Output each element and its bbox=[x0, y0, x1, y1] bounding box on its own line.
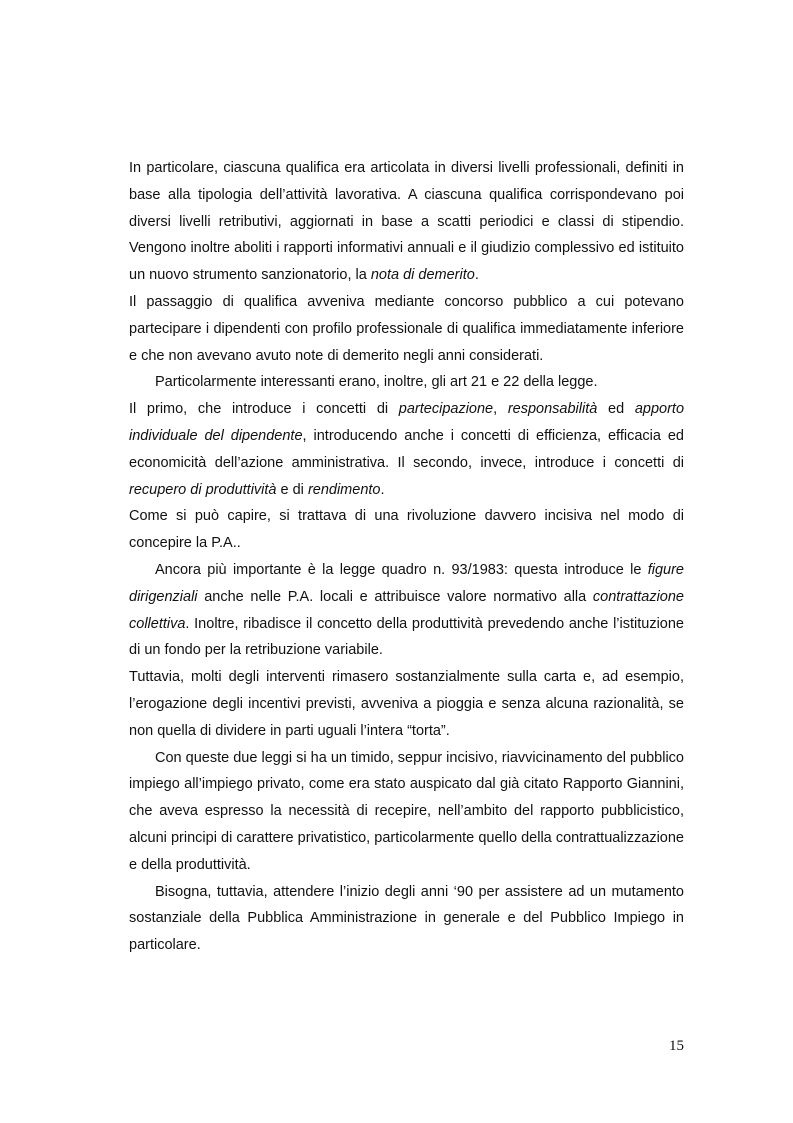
page-number: 15 bbox=[669, 1038, 684, 1054]
paragraph bbox=[129, 745, 684, 879]
paragraph bbox=[129, 664, 684, 744]
body-text bbox=[129, 155, 684, 959]
text-run: . bbox=[380, 481, 385, 498]
text-run: ed bbox=[597, 401, 635, 418]
italic-text-run: partecipazione bbox=[398, 401, 494, 418]
text-run: , introducendo anche i concetti di efficienza, efficacia ed economicità dell’azione amministrativa. Il secondo, invece, introduce i concetti di bbox=[129, 427, 684, 471]
paragraph bbox=[129, 289, 684, 369]
paragraph bbox=[129, 879, 684, 959]
paragraph bbox=[129, 155, 684, 289]
text-run: Con queste due leggi si ha un timido, seppur incisivo, riavvicinamento del pubblico impiego all’impiego privato, come era stato auspicato dal già citato Rapporto Giannini, che aveva espresso la necessità di recepire, nell’ambito del rapporto pubblicistico, alcuni principi di carattere privatistico, particolarmente quello della contrattualizzazione e della produttività. bbox=[129, 749, 684, 873]
text-run: , bbox=[493, 401, 508, 418]
italic-text-run: rendimento bbox=[307, 481, 381, 498]
text-run: Particolarmente interessanti erano, inoltre, gli art 21 e 22 della legge. bbox=[155, 374, 598, 391]
italic-text-run: nota di demerito bbox=[370, 267, 475, 284]
italic-text-run: figure dirigenziali bbox=[129, 561, 684, 605]
text-run: . Inoltre, ribadisce il concetto della produttività prevedendo anche l’istituzione di un fondo per la retribuzione variabile. bbox=[129, 615, 684, 659]
text-run: Ancora più importante è la legge quadro n. 93/1983: questa introduce le bbox=[155, 561, 648, 578]
text-run: e di bbox=[276, 481, 308, 498]
text-run: Tuttavia, molti degli interventi rimasero sostanzialmente sulla carta e, ad esempio, l’erogazione degli incentivi previsti, avveniva a pioggia e senza alcuna razionalità, se non quella di dividere in parti uguali l’intera “torta”. bbox=[129, 669, 684, 739]
paragraph bbox=[129, 369, 684, 396]
text-run: anche nelle P.A. locali e attribuisce valore normativo alla bbox=[197, 588, 593, 605]
text-run: . bbox=[474, 267, 479, 284]
text-run: Il passaggio di qualifica avveniva mediante concorso pubblico a cui potevano partecipare i dipendenti con profilo professionale di qualifica immediatamente inferiore e che non avevano avuto note di demerito negli anni considerati. bbox=[129, 293, 684, 364]
italic-text-run: recupero di produttività bbox=[129, 481, 277, 498]
paragraph bbox=[129, 557, 684, 664]
italic-text-run: apporto individuale del dipendente bbox=[129, 401, 685, 444]
italic-text-run: responsabilità bbox=[507, 401, 598, 418]
paragraph bbox=[129, 396, 684, 503]
text-run: Il primo, che introduce i concetti di bbox=[129, 401, 399, 418]
text-run: Come si può capire, si trattava di una rivoluzione davvero incisiva nel modo di concepire la P.A.. bbox=[129, 508, 684, 552]
text-run: In particolare, ciascuna qualifica era articolata in diversi livelli professionali, definiti in base alla tipologia dell’attività lavorativa. A ciascuna qualifica corrispondevano poi diversi livelli retributivi, aggiornati in base a scatti periodici e classi di stipendio. Vengono inoltre aboliti i rapporti informativi annuali e il giudizio complessivo ed istituito un nuovo strumento sanzionatorio, la bbox=[129, 160, 684, 284]
text-run: Bisogna, tuttavia, attendere l’inizio degli anni ‘90 per assistere ad un mutamento sostanziale della Pubblica Amministrazione in generale e del Pubblico Impiego in particolare. bbox=[129, 883, 684, 954]
paragraph bbox=[129, 503, 684, 557]
italic-text-run: contrattazione collettiva bbox=[129, 588, 684, 632]
